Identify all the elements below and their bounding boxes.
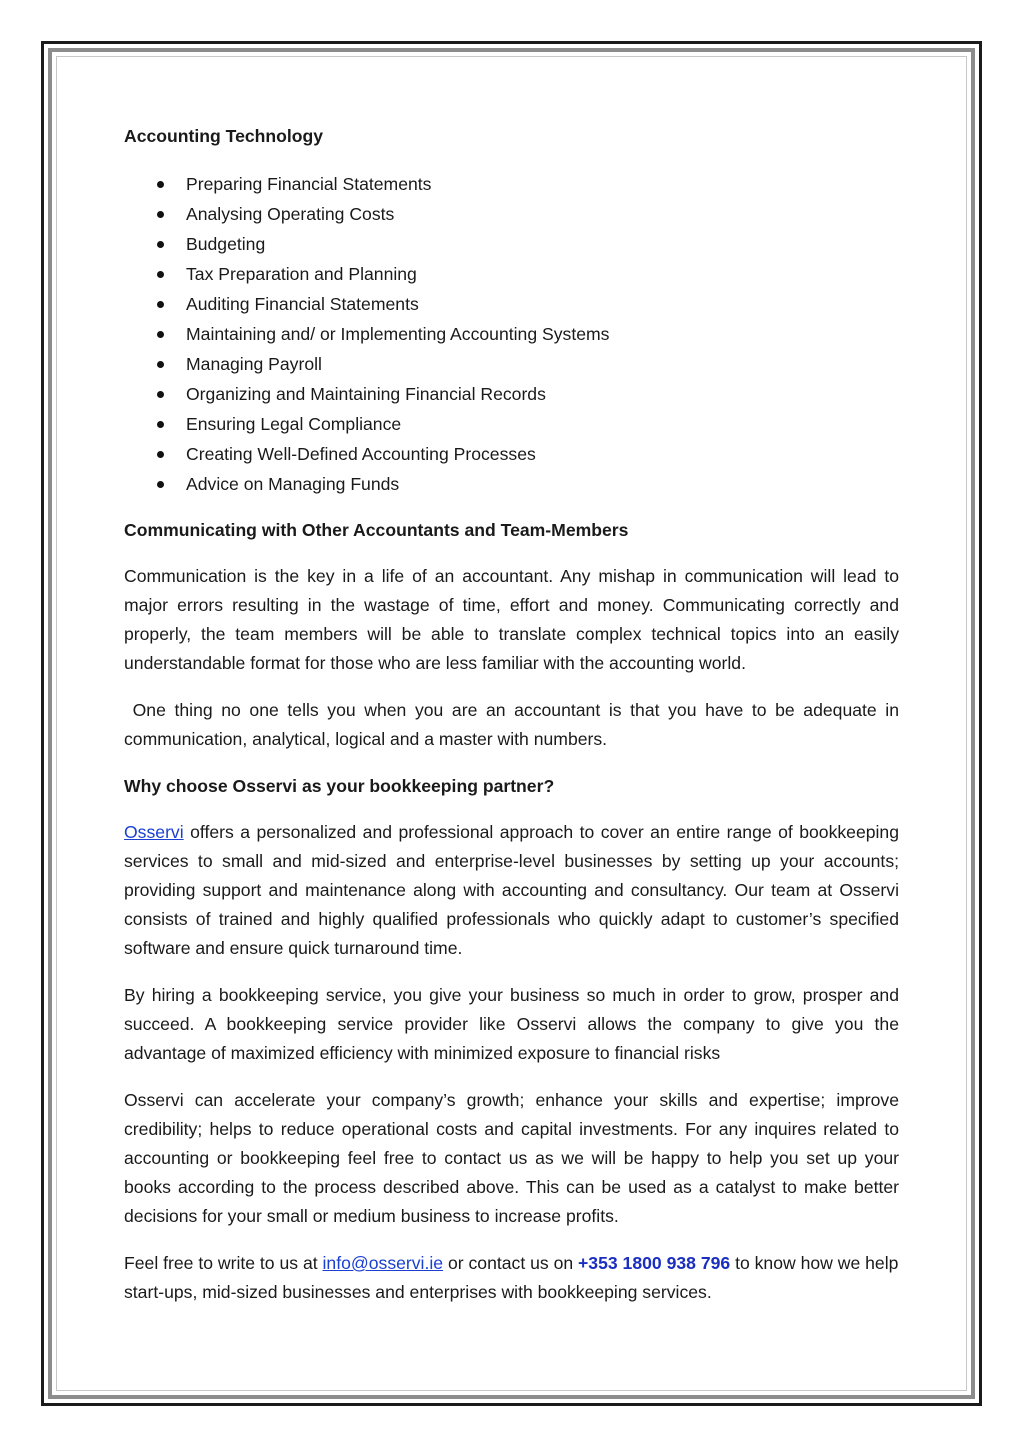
list-item [124, 349, 899, 379]
list-item [124, 409, 899, 439]
list-item [124, 439, 899, 469]
bullet-icon [157, 211, 164, 218]
document-body [124, 122, 899, 1325]
bullet-icon [157, 331, 164, 338]
bullet-icon [157, 301, 164, 308]
phone-number: +353 1800 938 796 [578, 1253, 731, 1273]
bullet-icon [157, 421, 164, 428]
contact-prefix: Feel free to write to us at [124, 1253, 323, 1273]
list-item [124, 199, 899, 229]
heading-communicating: Communicating with Other Accountants and Team-Members [124, 520, 629, 540]
heading-why-osservi: Why choose Osservi as your bookkeeping partner? [124, 776, 555, 796]
list-item-label: Tax Preparation and Planning [186, 264, 417, 284]
contact-suffix: to know how we help start-ups, mid-sized businesses and enterprises with bookkeeping services. [124, 1253, 899, 1302]
osservi-link[interactable]: Osservi [124, 822, 184, 842]
list-item [124, 289, 899, 319]
list-item-label: Auditing Financial Statements [186, 294, 419, 314]
paragraph-hiring-bookkeeping: By hiring a bookkeeping service, you give your business so much in order to grow, prosper and succeed. A bookkeeping service provider like Osservi allows the company to give you the advantage of maximized efficiency with minimized exposure to financial risks [124, 985, 899, 1063]
paragraph-communication-1: Communication is the key in a life of an accountant. Any mishap in communication will lead to major errors resulting in the wastage of time, effort and money. Communicating correctly and properly, the team members will be able to translate complex technical topics into an easily understandable format for those who are less familiar with the accounting world. [124, 566, 899, 673]
heading-accounting-technology: Accounting Technology [124, 126, 324, 146]
list-item [124, 379, 899, 409]
bullet-icon [157, 181, 164, 188]
services-list [124, 169, 899, 499]
bullet-icon [157, 451, 164, 458]
paragraph-communication-2 [124, 696, 899, 754]
paragraph-osservi-offers [124, 818, 899, 963]
list-item-label: Advice on Managing Funds [186, 474, 400, 494]
list-item [124, 469, 899, 499]
bullet-icon [157, 241, 164, 248]
list-item-label: Analysing Operating Costs [186, 204, 395, 224]
contact-middle: or contact us on [443, 1253, 579, 1273]
bullet-icon [157, 271, 164, 278]
list-item-label: Ensuring Legal Compliance [186, 414, 402, 434]
list-item-label: Creating Well-Defined Accounting Processes [186, 444, 536, 464]
list-item [124, 259, 899, 289]
email-link[interactable]: info@osservi.ie [322, 1253, 444, 1273]
paragraph-contact [124, 1249, 899, 1307]
list-item-label: Budgeting [186, 234, 266, 254]
list-item [124, 169, 899, 199]
paragraph-communication-2-text: One thing no one tells you when you are an accountant is that you have to be adequate in communication, analytical, logical and a master with numbers. [124, 700, 899, 749]
bullet-icon [157, 391, 164, 398]
list-item-label: Maintaining and/ or Implementing Accounting Systems [186, 324, 610, 344]
paragraph-osservi-offers-text: offers a personalized and professional approach to cover an entire range of bookkeeping services to small and mid-sized and enterprise-level businesses by setting up your accounts; providing support and maintenance along with accounting and consultancy. Our team at Osservi consists of trained and highly qualified professionals who quickly adapt to customer’s specified software and ensure quick turnaround time. [124, 822, 899, 958]
bullet-icon [157, 481, 164, 488]
paragraph-osservi-growth: Osservi can accelerate your company’s growth; enhance your skills and expertise; improve credibility; helps to reduce operational costs and capital investments. For any inquires related to accounting or bookkeeping feel free to contact us as we will be happy to help you set up your books according to the process described above. This can be used as a catalyst to make better decisions for your small or medium business to increase profits. [124, 1090, 899, 1226]
list-item-label: Organizing and Maintaining Financial Records [186, 384, 546, 404]
list-item-label: Managing Payroll [186, 354, 322, 374]
list-item [124, 319, 899, 349]
list-item [124, 229, 899, 259]
list-item-label: Preparing Financial Statements [186, 174, 432, 194]
bullet-icon [157, 361, 164, 368]
